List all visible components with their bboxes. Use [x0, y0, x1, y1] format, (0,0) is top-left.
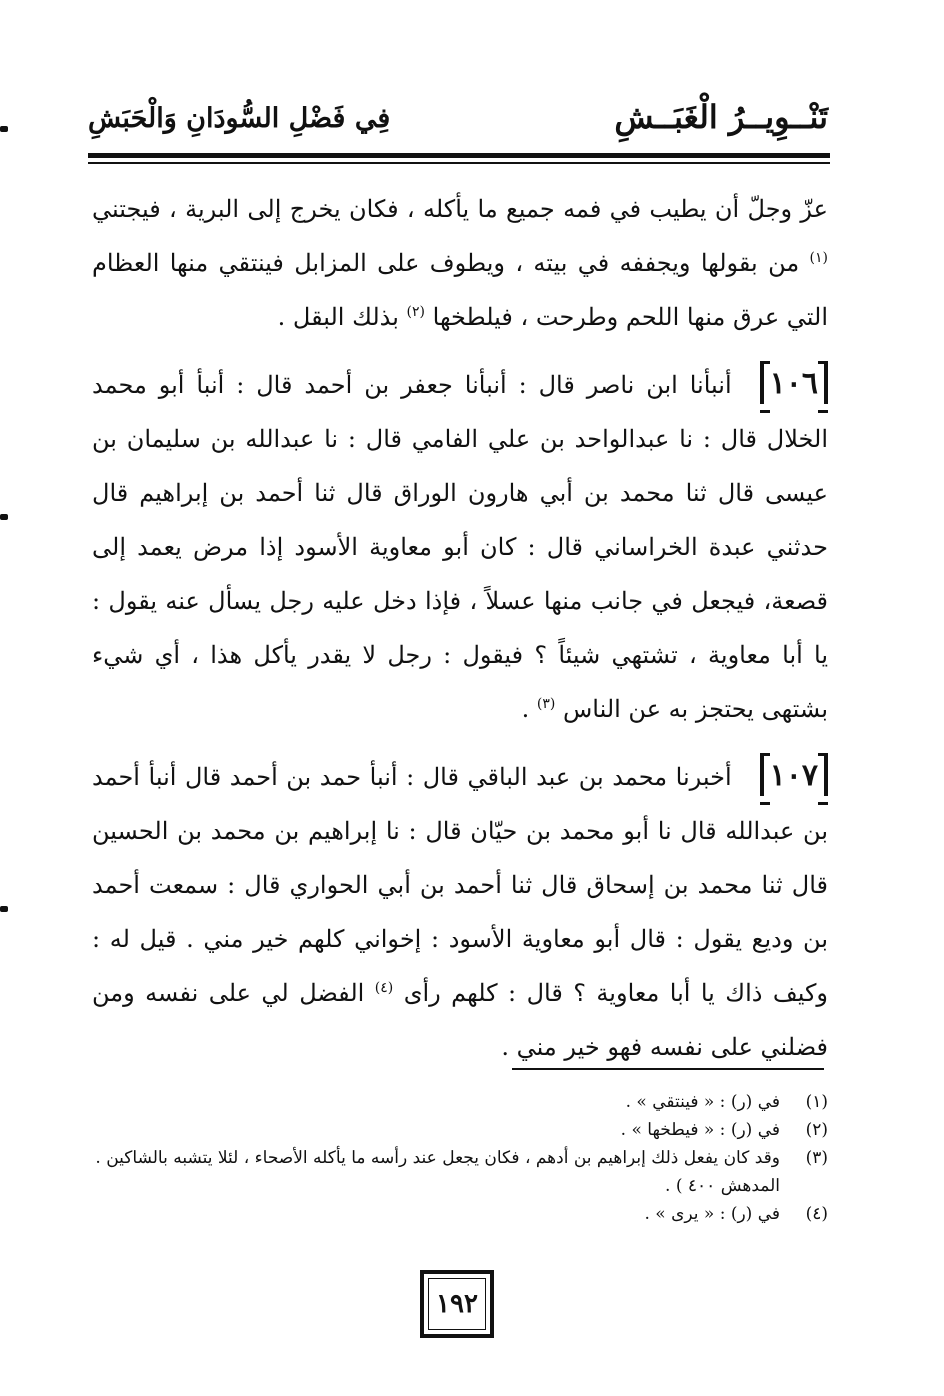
book-title: تَنْــوِيــرُ الْغَبَــشِ	[614, 98, 828, 136]
footnote	[92, 1116, 828, 1144]
footnote	[92, 1088, 828, 1116]
entry106-text-a: أنبأنا ابن ناصر قال : أنبأنا جعفر بن أحمد قال : أنبأ أبو محمد الخلال قال : نا عبدالواحد بن علي الفامي قال : نا عبدالله بن سليمان بن عيسى قال ثنا محمد بن أبي هارون الوراق قال ثنا أحمد بن إبراهيم قال حدثني عبدة الخراساني قال : كان أبو معاوية الأسود إذا مرض يعمد إلى قصعة، فيجعل في جانب منها عسلاً ، فإذا دخل عليه رجل يسأل عنه يقول : يا أبا معاوية ، تشتهي شيئاً ؟ فيقول : رجل لا يقدر يأكل هذا ، أي شيء بشتهى يحتجز به عن الناس	[92, 371, 828, 723]
footnote-text: في (ر) : « فينتقي » .	[625, 1092, 780, 1112]
entry-number-106: ١٠٦	[760, 364, 828, 404]
main-text	[92, 182, 828, 1088]
para1-text-b: من بقولها ويجففه في بيته ، ويطوف على المزابل فينتقي منها العظام التي عرق منها اللحم وطرحت ، فيلطخها	[92, 249, 828, 331]
entry107-text-b: الفضل لي على نفسه ومن فضلني على نفسه فهو خير مني .	[92, 979, 828, 1061]
footnote-number: (٤)	[805, 1204, 828, 1224]
footnote-number: (١)	[805, 1092, 828, 1112]
entry106-text-b: .	[521, 695, 537, 723]
margin-speck	[0, 514, 8, 520]
margin-speck	[0, 906, 8, 912]
footnote-number: (٢)	[805, 1120, 828, 1140]
page-number: ١٩٢	[436, 1289, 478, 1319]
margin-speck	[0, 126, 8, 132]
footnotes	[92, 1088, 828, 1228]
page-number-box	[420, 1270, 494, 1338]
entry107-text-a: أخبرنا محمد بن عبد الباقي قال : أنبأ حمد بن أحمد قال أنبأ أحمد بن عبدالله قال نا أبو محمد بن حيّان قال : نا إبراهيم بن محمد بن الحسين قال ثنا محمد بن إسحاق قال ثنا أحمد بن أبي الحواري قال : سمعت أحمد بن وديع يقول : قال أبو معاوية الأسود : إخواني كلهم خير مني . قيل له : وكيف ذاك يا أبا معاوية ؟ قال : كلهم رأى	[92, 763, 829, 1007]
header-rule-thin	[88, 162, 830, 164]
running-header	[88, 92, 828, 148]
footnote	[92, 1200, 828, 1228]
entry-107	[92, 750, 828, 1074]
footnote-ref-3[interactable]: (٣)	[536, 696, 556, 712]
footnote-number: (٣)	[805, 1148, 828, 1168]
footnote-text: في (ر) : « فيطخها » .	[620, 1120, 780, 1140]
entry-106	[92, 358, 828, 736]
paragraph-continued	[92, 182, 828, 344]
book-subtitle: فِي فَضْلِ السُّودَانِ وَالْحَبَشِ	[88, 103, 391, 134]
para1-text-c: بذلك البقل .	[277, 303, 407, 331]
footnote-text: وقد كان يفعل ذلك إبراهيم بن أدهم ، فكان يجعل عند رأسه ما يأكله الأصحاء ، لئلا يتشبه بالشاكين . المدهش ٤٠٠ ) .	[95, 1148, 780, 1196]
footnote-text: في (ر) : « يرى » .	[644, 1204, 780, 1224]
para1-text-a: عزّ وجلّ أن يطيب في فمه جميع ما يأكله ، فكان يخرج إلى البرية ، فيجتني	[92, 195, 828, 223]
footnote	[92, 1144, 828, 1200]
footnote-ref-2[interactable]: (٢)	[406, 304, 426, 320]
header-rule-thick	[88, 153, 830, 158]
footnote-ref-1[interactable]: (١)	[809, 250, 828, 266]
footnote-ref-4[interactable]: (٤)	[374, 980, 394, 996]
entry-number-107: ١٠٧	[760, 756, 828, 796]
footnote-separator	[512, 1068, 824, 1070]
